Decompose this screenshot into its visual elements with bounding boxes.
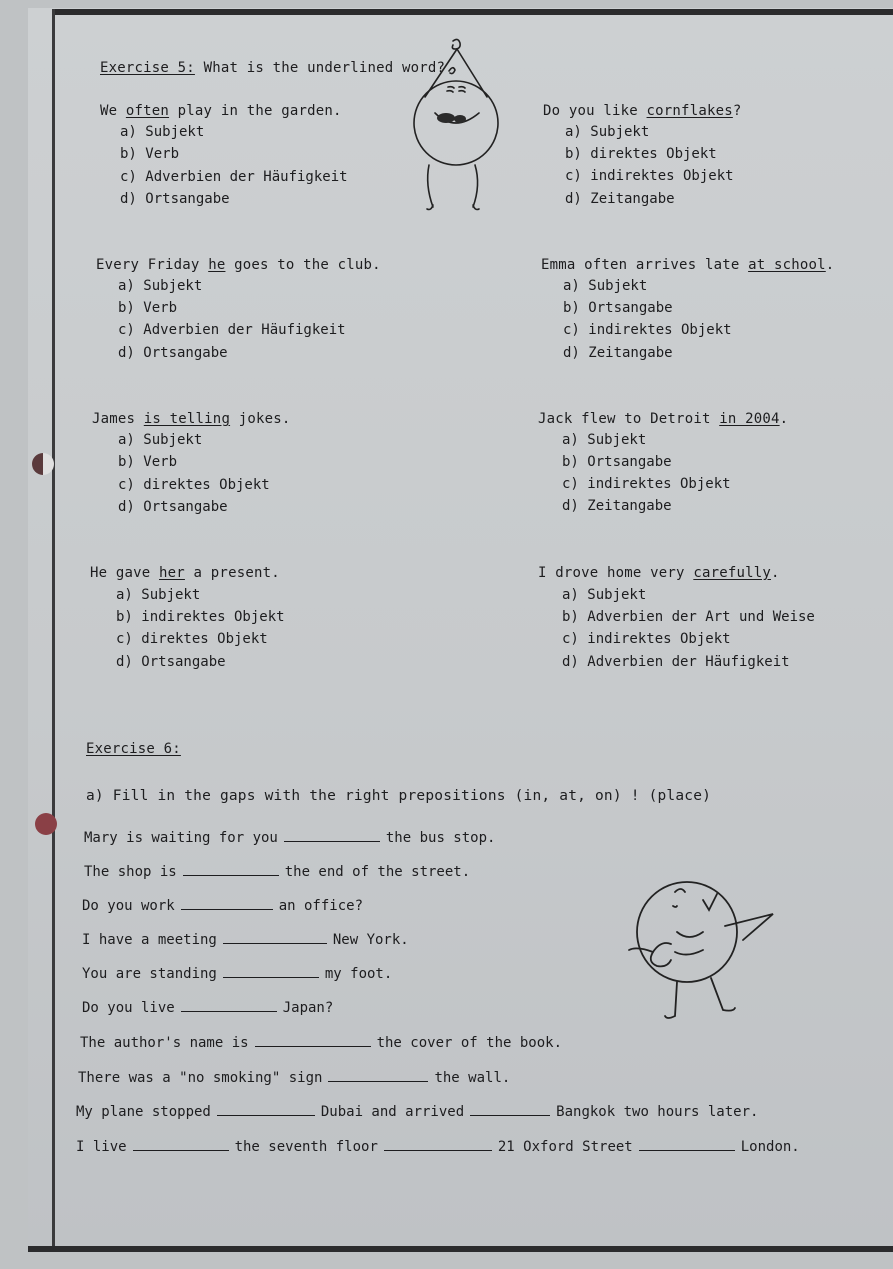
exercise-6-instruction: a) Fill in the gaps with the right prepositions (in, at, on) ! (place) — [86, 788, 712, 804]
question-sentence: James is telling jokes. — [92, 411, 291, 427]
answer-option: c) direktes Objekt — [118, 477, 270, 493]
gap-sentence: My plane stopped Dubai and arrived Bangkok two hours later. — [76, 1104, 759, 1120]
gap-blank[interactable] — [181, 999, 277, 1012]
answer-option: a) Subjekt — [562, 432, 647, 448]
gap-blank[interactable] — [384, 1138, 492, 1151]
answer-option: b) indirektes Objekt — [116, 609, 285, 625]
answer-option: a) Subjekt — [116, 587, 201, 603]
question-sentence: Jack flew to Detroit in 2004. — [538, 411, 789, 427]
answer-option: b) Verb — [120, 146, 180, 162]
answer-option: a) Subjekt — [118, 432, 203, 448]
gap-blank[interactable] — [470, 1103, 550, 1116]
underlined-word: he — [208, 257, 226, 273]
underlined-word: her — [159, 565, 185, 581]
answer-option: b) Verb — [118, 454, 178, 470]
question-sentence: I drove home very carefully. — [538, 565, 780, 581]
exercise-5-heading — [100, 60, 445, 76]
gap-blank[interactable] — [255, 1034, 371, 1047]
question-sentence: Every Friday he goes to the club. — [96, 257, 381, 273]
thinking-smiley-doodle — [615, 870, 780, 1030]
top-border — [55, 9, 893, 15]
underlined-word: in 2004 — [719, 411, 780, 427]
answer-option: a) Subjekt — [562, 587, 647, 603]
answer-option: b) direktes Objekt — [565, 146, 717, 162]
answer-option: c) direktes Objekt — [116, 631, 268, 647]
answer-option: d) Zeitangabe — [562, 498, 672, 514]
answer-option: a) Subjekt — [118, 278, 203, 294]
gap-sentence: I live the seventh floor 21 Oxford Street London. — [76, 1139, 800, 1155]
gap-blank[interactable] — [223, 965, 319, 978]
answer-option: c) Adverbien der Häufigkeit — [118, 322, 346, 338]
answer-option: b) Adverbien der Art und Weise — [562, 609, 815, 625]
punch-hole — [32, 453, 54, 475]
margin-line — [52, 9, 55, 1249]
gap-sentence: I have a meeting New York. — [82, 932, 409, 948]
gap-blank[interactable] — [181, 897, 273, 910]
gap-blank[interactable] — [639, 1138, 735, 1151]
answer-option: c) indirektes Objekt — [562, 631, 731, 647]
gap-sentence: Do you work an office? — [82, 898, 364, 914]
answer-option: b) Verb — [118, 300, 178, 316]
answer-option: d) Zeitangabe — [565, 191, 675, 207]
question-sentence: Do you like cornflakes? — [543, 103, 742, 119]
underlined-word: at school — [748, 257, 826, 273]
underlined-word: carefully — [693, 565, 771, 581]
answer-option: a) Subjekt — [563, 278, 648, 294]
question-sentence: He gave her a present. — [90, 565, 280, 581]
gap-sentence: You are standing my foot. — [82, 966, 393, 982]
answer-option: d) Ortsangabe — [118, 345, 228, 361]
exercise-5-question: What is the underlined word? — [203, 60, 446, 76]
underlined-word: is telling — [143, 411, 231, 427]
answer-option: d) Ortsangabe — [120, 191, 230, 207]
answer-option: b) Ortsangabe — [562, 454, 672, 470]
question-sentence: We often play in the garden. — [100, 103, 342, 119]
gap-sentence: Mary is waiting for you the bus stop. — [84, 830, 496, 846]
punch-hole — [35, 813, 57, 835]
answer-option: c) indirektes Objekt — [565, 168, 734, 184]
underlined-word: often — [125, 103, 170, 119]
answer-option: d) Zeitangabe — [563, 345, 673, 361]
answer-option: a) Subjekt — [120, 124, 205, 140]
exercise-6-title: Exercise 6: — [86, 741, 181, 757]
gap-blank[interactable] — [223, 931, 327, 944]
gap-blank[interactable] — [183, 863, 279, 876]
gap-sentence: Do you live Japan? — [82, 1000, 334, 1016]
answer-option: c) indirektes Objekt — [563, 322, 732, 338]
answer-option: d) Adverbien der Häufigkeit — [562, 654, 790, 670]
answer-option: b) Ortsangabe — [563, 300, 673, 316]
underlined-word: cornflakes — [646, 103, 733, 119]
gap-blank[interactable] — [328, 1069, 428, 1082]
gap-blank[interactable] — [284, 829, 380, 842]
gap-sentence: The shop is the end of the street. — [84, 864, 471, 880]
answer-option: d) Ortsangabe — [118, 499, 228, 515]
gap-blank[interactable] — [217, 1103, 315, 1116]
exercise-5-title: Exercise 5: — [100, 60, 195, 76]
question-sentence: Emma often arrives late at school. — [541, 257, 835, 273]
answer-option: c) Adverbien der Häufigkeit — [120, 169, 348, 185]
answer-option: d) Ortsangabe — [116, 654, 226, 670]
gap-blank[interactable] — [133, 1138, 229, 1151]
answer-option: a) Subjekt — [565, 124, 650, 140]
hanging-smiley-doodle — [405, 35, 515, 215]
bottom-border — [28, 1246, 893, 1252]
answer-option: c) indirektes Objekt — [562, 476, 731, 492]
gap-sentence: There was a "no smoking" sign the wall. — [78, 1070, 511, 1086]
gap-sentence: The author's name is the cover of the book. — [80, 1035, 563, 1051]
